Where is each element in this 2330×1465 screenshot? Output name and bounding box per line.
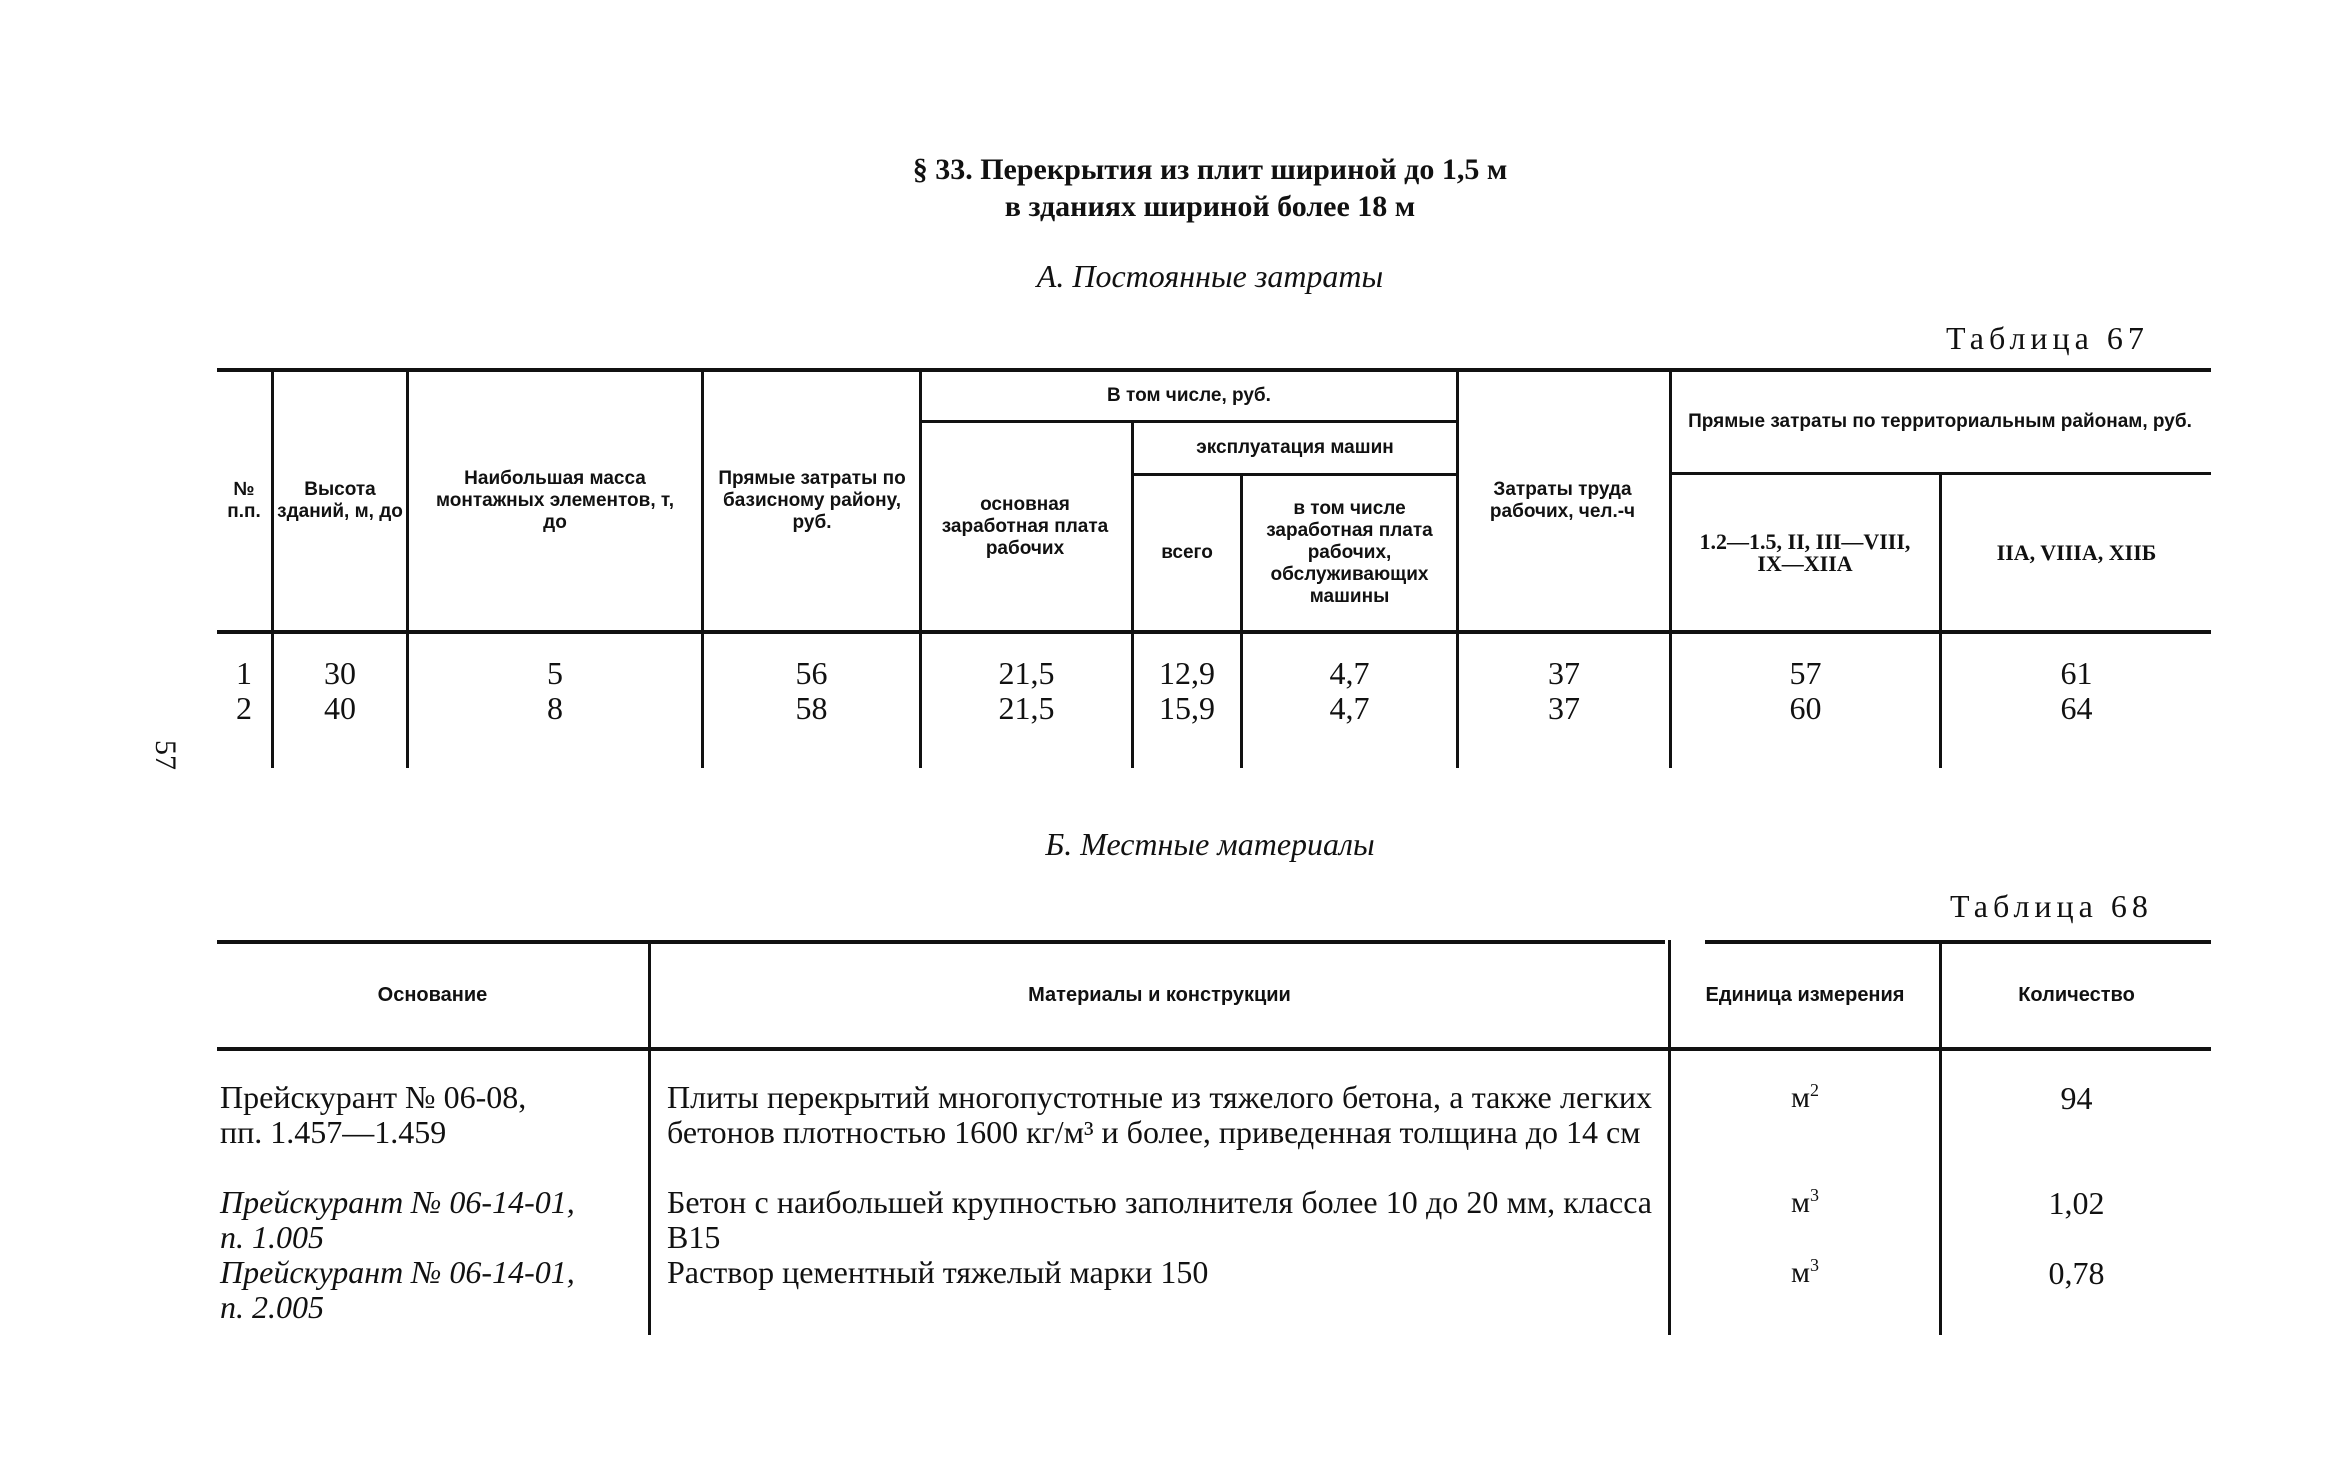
section-title-line2: в зданиях шириной более 18 м — [1004, 190, 1416, 223]
cell-direct-base: 56 — [795, 655, 828, 691]
table67-label: Таблица 67 — [1946, 320, 2149, 356]
cell-height: 30 — [324, 655, 356, 691]
cell-unit — [1671, 1255, 1939, 1290]
col-qty-header: Количество — [2018, 984, 2135, 1006]
col-regional-group-header: Прямые затраты по территориальным районам, руб. — [1688, 411, 2192, 432]
col-incl-group-header: В том числе, руб. — [1107, 385, 1271, 406]
col-region1-header: 1.2—1.5, II, III—VIII, IX—XIIA — [1699, 529, 1911, 576]
cell-labor: 37 — [1548, 690, 1580, 726]
basis-line2: пп. 1.457—1.459 — [220, 1114, 447, 1150]
cell-material: Плиты перекрытий многопустотные из тяжелого бетона, а также легких бетонов плотностью 1600 кг/м³ и более, приведенная толщина до 14 см — [667, 1079, 1652, 1150]
col-machine-wage-header: в том числе заработная плата рабочих, обслуживающих машины — [1266, 498, 1433, 607]
cell-qty: 1,02 — [2048, 1185, 2105, 1221]
cell-basis — [220, 1080, 645, 1150]
cell-material: Бетон с наибольшей крупностью заполнителя более 10 до 20 мм, класса B15 — [667, 1184, 1652, 1255]
cell-unit — [1671, 1080, 1939, 1115]
col-machine-total-header: всего — [1161, 542, 1213, 563]
part-b-title: Б. Местные материалы — [1045, 826, 1375, 862]
cell-region1: 60 — [1789, 690, 1822, 726]
basis-line2: п. 2.005 — [220, 1289, 324, 1325]
cell-num: 2 — [236, 690, 252, 726]
cell-mass: 8 — [547, 690, 563, 726]
cell-unit — [1671, 1185, 1939, 1220]
unit-exponent: 3 — [1809, 1185, 1819, 1205]
col-num-header: № п.п. — [227, 479, 261, 522]
unit-exponent: 3 — [1809, 1255, 1819, 1275]
cell-labor: 37 — [1548, 655, 1580, 691]
cell-basis — [220, 1255, 645, 1325]
cell-num: 1 — [236, 655, 252, 691]
page-number: 57 — [149, 740, 182, 770]
cell-machine-total: 15,9 — [1159, 690, 1215, 726]
col-machine-group-header: эксплуатация машин — [1196, 437, 1394, 458]
unit-exponent: 2 — [1809, 1080, 1819, 1100]
cell-basis — [220, 1185, 645, 1255]
unit-base: м — [1791, 1256, 1810, 1289]
basis-line1: Прейскурант № 06-14-01, — [220, 1254, 575, 1290]
cell-direct-base: 58 — [795, 690, 828, 726]
cell-machine-wage: 4,7 — [1329, 655, 1370, 691]
cell-qty: 0,78 — [2048, 1255, 2105, 1291]
cell-base-wage: 21,5 — [998, 690, 1055, 726]
basis-line1: Прейскурант № 06-14-01, — [220, 1184, 575, 1220]
col-region2-header: IIA, VIIIA, XIIБ — [1996, 540, 2157, 565]
cell-mass: 5 — [547, 655, 563, 691]
cell-material: Раствор цементный тяжелый марки 150 — [667, 1254, 1209, 1290]
cell-region2: 61 — [2060, 655, 2093, 691]
cell-base-wage: 21,5 — [998, 655, 1055, 691]
unit-base: м — [1791, 1186, 1810, 1219]
basis-line1: Прейскурант № 06-08, — [220, 1079, 527, 1115]
col-height-header: Высота зданий, м, до — [277, 479, 403, 522]
unit-base: м — [1791, 1081, 1810, 1114]
cell-region1: 57 — [1789, 655, 1822, 691]
col-direct-base-header: Прямые затраты по базисному району, руб. — [718, 468, 906, 533]
part-a-title: А. Постоянные затраты — [1036, 258, 1384, 294]
cell-qty: 94 — [2060, 1080, 2093, 1116]
col-mass-header: Наибольшая масса монтажных элементов, т, до — [435, 468, 675, 533]
cell-region2: 64 — [2060, 690, 2093, 726]
cell-machine-total: 12,9 — [1159, 655, 1215, 691]
col-materials-header: Материалы и конструкции — [1028, 984, 1291, 1006]
col-labor-header: Затраты труда рабочих, чел.-ч — [1489, 479, 1636, 522]
col-base-wage-header: основная заработная плата рабочих — [941, 493, 1109, 559]
col-unit-header: Единица измерения — [1705, 984, 1905, 1006]
table68-label: Таблица 68 — [1950, 888, 2153, 924]
cell-machine-wage: 4,7 — [1329, 690, 1370, 726]
cell-height: 40 — [324, 690, 356, 726]
basis-line2: п. 1.005 — [220, 1219, 324, 1255]
col-basis-header: Основание — [377, 984, 488, 1006]
section-title-line1: § 33. Перекрытия из плит шириной до 1,5 м — [912, 153, 1508, 186]
